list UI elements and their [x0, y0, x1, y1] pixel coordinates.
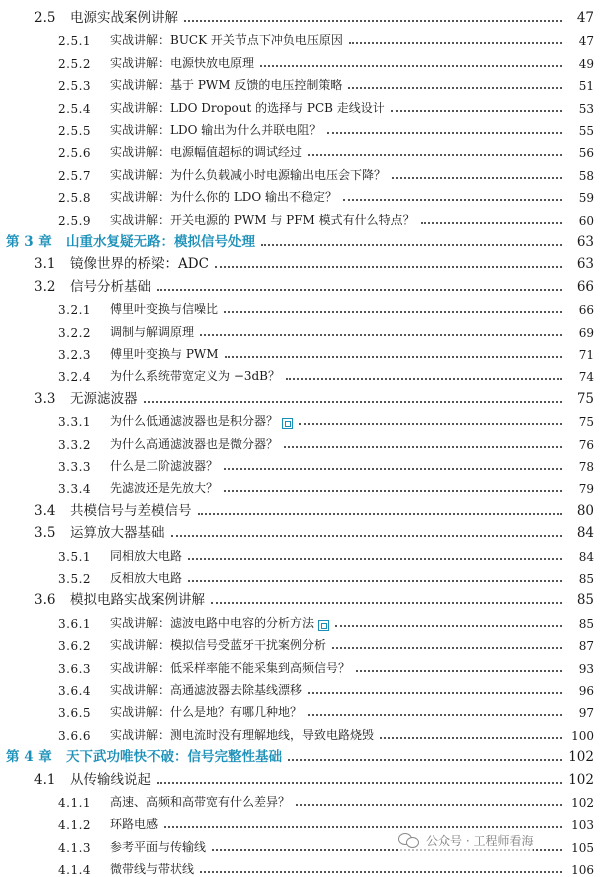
toc-title: 共模信号与差模信号 — [70, 502, 192, 519]
toc-page-number: 63 — [576, 256, 594, 273]
video-icon[interactable] — [282, 418, 293, 429]
toc-number: 3.6.3 — [58, 661, 92, 676]
toc-page-number: 55 — [578, 124, 594, 138]
toc-page-number: 75 — [576, 390, 594, 407]
toc-title: 实战讲解：模拟信号受蓝牙干扰案例分析 — [110, 638, 327, 653]
toc-number: 4.1.1 — [58, 796, 92, 810]
dot-leader — [308, 714, 562, 716]
toc-subsection[interactable] — [0, 564, 600, 586]
dot-leader — [421, 222, 562, 224]
toc-title: 高速、高频和高带宽有什么差异？ — [110, 795, 291, 809]
toc-number: 4.1.2 — [58, 818, 92, 833]
video-icon[interactable] — [318, 620, 329, 631]
toc-title: 实战讲解：滤波电路中电容的分析方法 — [110, 615, 315, 630]
toc-subsection[interactable] — [0, 430, 600, 452]
toc-number: 3.3 — [34, 390, 56, 407]
toc-number: 2.5 — [34, 10, 56, 26]
toc-title: 为什么低通滤波器也是积分器？ — [110, 414, 279, 429]
toc-number: 3.6 — [34, 592, 56, 609]
toc-page-number: 97 — [578, 706, 594, 721]
toc-title: 实战讲解：为什么负载减小时电源输出电压会下降？ — [110, 167, 387, 182]
toc-number: 2.5.2 — [58, 56, 92, 71]
dot-leader — [260, 65, 562, 67]
dot-leader — [157, 782, 562, 784]
dot-leader — [198, 513, 563, 515]
toc-page-number: 59 — [578, 191, 594, 206]
toc-number: 第 3 章 — [6, 234, 52, 250]
toc-number: 3.3.4 — [58, 482, 92, 497]
toc-number: 3.5.2 — [58, 572, 92, 586]
toc-subsection[interactable] — [0, 26, 600, 48]
dot-leader — [299, 423, 562, 425]
toc-subsection[interactable] — [0, 116, 600, 138]
dot-leader — [261, 244, 562, 246]
toc-number: 3.5 — [34, 525, 56, 542]
toc-page-number: 105 — [571, 840, 594, 855]
watermark-text: 公众号 · 工程师看海 — [426, 833, 534, 848]
toc-number: 第 4 章 — [6, 749, 52, 766]
toc-subsection[interactable] — [0, 295, 600, 317]
dot-leader — [211, 602, 562, 604]
toc-subsection[interactable] — [0, 407, 600, 429]
toc-title: 实战讲解：什么是地？有哪几种地？ — [110, 705, 303, 720]
toc-page-number: 80 — [576, 502, 594, 519]
toc-page-number: 63 — [576, 234, 594, 250]
watermark — [398, 829, 533, 851]
wechat-icon — [398, 832, 420, 848]
toc-title: 调制与解调原理 — [110, 324, 195, 339]
dot-leader — [188, 558, 562, 560]
toc-page-number: 75 — [578, 415, 594, 430]
toc-page-number: 69 — [578, 325, 594, 340]
toc-section[interactable] — [0, 766, 600, 788]
dot-leader — [171, 535, 563, 537]
dot-leader — [356, 670, 562, 672]
toc-number: 3.6.6 — [58, 728, 92, 743]
toc-title: 实战讲解：LDO 输出为什么并联电阻？ — [110, 123, 322, 137]
toc-page-number: 85 — [578, 572, 594, 586]
toc-subsection[interactable] — [0, 631, 600, 653]
toc-number: 3.3.3 — [58, 460, 92, 474]
toc-number: 3.3.2 — [58, 437, 92, 452]
toc-section[interactable] — [0, 250, 600, 272]
toc-subsection[interactable] — [0, 161, 600, 183]
toc-page-number: 78 — [578, 460, 594, 474]
dot-leader — [188, 580, 562, 582]
toc-title: 为什么系统带宽定义为 −3dB？ — [110, 369, 281, 384]
toc-page-number: 102 — [571, 796, 594, 810]
dot-leader — [308, 692, 562, 694]
dot-leader — [200, 871, 562, 873]
toc-title: 实战讲解：电源幅值超标的调试经过 — [110, 145, 303, 160]
toc-subsection[interactable] — [0, 654, 600, 676]
toc-page-number: 96 — [578, 684, 594, 698]
toc-number: 2.5.8 — [58, 191, 92, 206]
toc-subsection[interactable] — [0, 609, 600, 631]
toc-title: 信号分析基础 — [70, 278, 151, 295]
toc-number: 4.1.3 — [58, 840, 92, 855]
toc-subsection[interactable] — [0, 49, 600, 71]
toc-title: 参考平面与传输线 — [110, 839, 207, 854]
toc-subsection[interactable] — [0, 340, 600, 362]
toc-page-number: 71 — [578, 348, 594, 362]
dot-leader — [380, 737, 562, 739]
toc-title: 电源实战案例讲解 — [70, 10, 178, 26]
dot-leader — [391, 110, 562, 112]
toc-title: 运算放大器基础 — [70, 525, 165, 542]
toc-number: 3.6.2 — [58, 639, 92, 654]
toc-number: 3.2.1 — [58, 303, 92, 318]
toc-number: 2.5.6 — [58, 146, 92, 161]
toc-page-number: 102 — [568, 771, 594, 788]
toc-page-number: 84 — [578, 549, 594, 564]
dot-leader — [392, 177, 562, 179]
toc-title: 微带线与带状线 — [110, 862, 195, 877]
toc-page-number: 49 — [578, 56, 594, 71]
dot-leader — [343, 199, 562, 201]
dot-leader — [335, 625, 562, 627]
toc-number: 3.6.4 — [58, 684, 92, 698]
toc-title: 先滤波还是先放大？ — [110, 481, 219, 496]
toc-number: 2.5.7 — [58, 168, 92, 183]
toc-page-number: 56 — [578, 146, 594, 161]
toc-page-number: 93 — [578, 661, 594, 676]
dot-leader — [296, 804, 562, 806]
toc-subsection[interactable] — [0, 71, 600, 93]
toc-number: 4.1 — [34, 771, 56, 788]
toc-chapter[interactable] — [0, 743, 600, 765]
toc-title: 傅里叶变换与信噪比 — [110, 302, 219, 317]
dot-leader — [349, 42, 562, 44]
toc-title: 无源滤波器 — [70, 390, 138, 407]
toc-page-number: 106 — [571, 863, 594, 877]
dot-leader — [215, 266, 562, 268]
dot-leader — [224, 468, 562, 470]
toc-title: 模拟电路实战案例讲解 — [70, 592, 205, 609]
dot-leader — [225, 356, 562, 358]
dot-leader — [286, 378, 562, 380]
toc-title: 实战讲解：高通滤波器去除基线漂移 — [110, 683, 303, 697]
toc-section[interactable] — [0, 519, 600, 541]
toc-page-number: 85 — [576, 592, 594, 609]
toc-subsection[interactable] — [0, 698, 600, 720]
toc-page-number: 84 — [576, 525, 594, 542]
toc-page-number: 66 — [576, 278, 594, 295]
toc-title: 傅里叶变换与 PWM — [110, 347, 219, 361]
toc-number: 3.2.2 — [58, 325, 92, 340]
toc-number: 2.5.9 — [58, 213, 92, 228]
toc-title: 实战讲解：低采样率能不能采集到高频信号？ — [110, 660, 351, 675]
toc-number: 3.6.1 — [58, 616, 92, 631]
toc-page-number: 103 — [571, 818, 594, 833]
dot-leader — [348, 87, 562, 89]
toc-page-number: 79 — [578, 482, 594, 497]
toc-number: 2.5.4 — [58, 101, 92, 116]
toc-title: 环路电感 — [110, 817, 159, 832]
toc-subsection[interactable] — [0, 542, 600, 564]
toc-page-number: 100 — [571, 728, 594, 743]
toc-number: 3.1 — [34, 256, 56, 273]
toc-title: 实战讲解：BUCK 开关节点下冲负电压原因 — [110, 33, 343, 48]
toc-title: 从传输线说起 — [70, 771, 151, 788]
toc-subsection[interactable] — [0, 183, 600, 205]
toc-title: 为什么高通滤波器也是微分器？ — [110, 436, 279, 451]
toc-title: 实战讲解：电源快放电原理 — [110, 55, 255, 70]
toc-section[interactable] — [0, 385, 600, 407]
toc-page-number: 85 — [578, 616, 594, 631]
toc-section[interactable] — [0, 497, 600, 519]
toc-number: 3.4 — [34, 502, 56, 519]
toc-number: 4.1.4 — [58, 863, 92, 877]
toc-section[interactable] — [0, 4, 600, 26]
toc-title: 实战讲解：测电流时没有理解地线，导致电路烧毁 — [110, 727, 375, 742]
toc-page-number: 74 — [578, 370, 594, 385]
toc-section[interactable] — [0, 586, 600, 608]
toc-number: 3.2.3 — [58, 348, 92, 362]
toc-title: 实战讲解：开关电源的 PWM 与 PFM 模式有什么特点？ — [110, 212, 415, 227]
toc-page-number: 53 — [578, 101, 594, 116]
toc-title: 实战讲解：为什么你的 LDO 输出不稳定？ — [110, 190, 338, 205]
dot-leader — [224, 311, 562, 313]
toc-subsection[interactable] — [0, 855, 600, 877]
toc-page-number: 87 — [578, 639, 594, 654]
dot-leader — [284, 446, 562, 448]
dot-leader — [308, 154, 562, 156]
toc-number: 3.3.1 — [58, 415, 92, 430]
toc-subsection[interactable] — [0, 721, 600, 743]
toc-number: 2.5.3 — [58, 79, 92, 94]
toc-subsection[interactable] — [0, 474, 600, 496]
toc-subsection[interactable] — [0, 362, 600, 384]
toc-subsection[interactable] — [0, 138, 600, 160]
toc-page-number: 51 — [578, 79, 594, 94]
dot-leader — [327, 132, 562, 134]
toc-subsection[interactable] — [0, 788, 600, 810]
toc-number: 3.2.4 — [58, 370, 92, 385]
toc-title: 山重水复疑无路：模拟信号处理 — [66, 234, 255, 250]
toc-number: 3.6.5 — [58, 706, 92, 721]
toc-subsection[interactable] — [0, 206, 600, 228]
toc-page-number: 58 — [578, 168, 594, 183]
toc-subsection[interactable] — [0, 676, 600, 698]
toc-chapter[interactable] — [0, 228, 600, 250]
toc-page-number: 102 — [568, 749, 594, 766]
toc-page-number: 47 — [576, 10, 594, 26]
toc-subsection[interactable] — [0, 452, 600, 474]
toc-number: 2.5.1 — [58, 34, 92, 49]
toc-title: 实战讲解：基于 PWM 反馈的电压控制策略 — [110, 78, 343, 93]
toc-page-number: 47 — [578, 34, 594, 49]
toc-number: 3.5.1 — [58, 549, 92, 564]
toc-subsection[interactable] — [0, 318, 600, 340]
toc-page-number: 76 — [578, 437, 594, 452]
toc-title: 镜像世界的桥梁：ADC — [70, 256, 209, 273]
toc-subsection[interactable] — [0, 94, 600, 116]
dot-leader — [157, 289, 562, 291]
dot-leader — [288, 759, 562, 761]
toc-title: 同相放大电路 — [110, 548, 183, 563]
dot-leader — [224, 490, 562, 492]
toc-number: 2.5.5 — [58, 124, 92, 138]
toc-title: 什么是二阶滤波器？ — [110, 459, 219, 473]
dot-leader — [332, 647, 562, 649]
toc-page-number: 66 — [578, 303, 594, 318]
toc-title: 天下武功唯快不破：信号完整性基础 — [66, 749, 282, 766]
toc-page-number: 60 — [578, 213, 594, 228]
toc-section[interactable] — [0, 273, 600, 295]
toc-number: 3.2 — [34, 278, 56, 295]
toc-title: 反相放大电路 — [110, 571, 183, 585]
dot-leader — [184, 20, 562, 22]
toc-title: 实战讲解：LDO Dropout 的选择与 PCB 走线设计 — [110, 100, 385, 115]
dot-leader — [144, 401, 563, 403]
dot-leader — [200, 334, 562, 336]
